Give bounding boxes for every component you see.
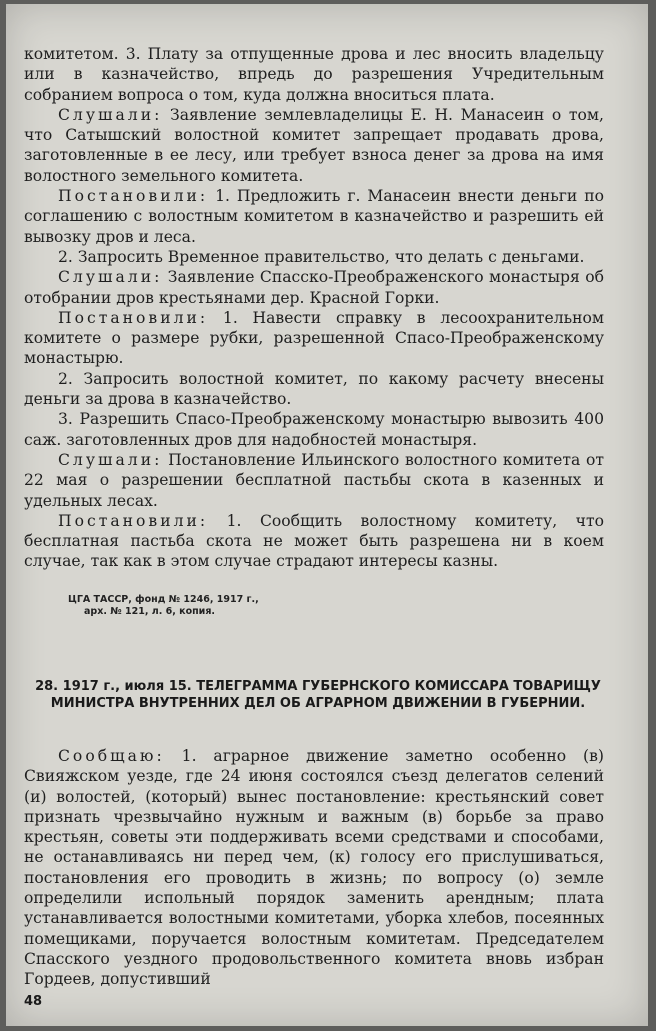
document-heading: 28. 1917 г., июля 15. ТЕЛЕГРАММА ГУБЕРНСКОГО КОМИССАРА ТОВАРИЩУ МИНИСТРА ВНУТРЕННИХ ДЕЛ ОБ АГРАРНОМ ДВИЖЕНИИ В ГУБЕРНИИ. [35,679,601,711]
paragraph-9: Слушали: Постановление Ильинского волостного комитета от 22 мая о разрешении бесплатной пастьбы скота в казенных и удельных лесах. [24,450,604,510]
page-number: 48 [24,994,43,1009]
paragraph-lead: Слушали: [58,268,163,287]
paragraph-8: 3. Разрешить Спасо-Преображенскому монастырю вывозить 400 саж. заготовленных дров для надобностей монастыря. [24,410,604,449]
paragraph-lead: Постановили: [58,308,209,327]
document-body [24,746,604,990]
paragraph-lead: Сообщаю: [58,747,165,765]
paragraph-10: Постановили: 1. Сообщить волостному комитету, что бесплатная пастьба скота не может быть разрешена ни в коем случае, так как в этом случае страдают интересы казны. [24,511,604,571]
paragraph-6: Постановили: 1. Навести справку в лесоохранительном комитете о размере рубки, разрешенной Спасо-Преображенскому монастырю. [24,308,604,368]
paragraph-5: Слушали: Заявление Спасско-Преображенского монастыря об отобрании дров крестьянами дер. Красной Горки. [24,268,604,307]
paragraph-lead: Слушали: [58,105,163,124]
paragraph-2: Слушали: Заявление землевладелицы Е. Н. Манасеин о том, что Сатышский волостной комитет запрещает продавать дрова, заготовленные в ее лесу, или требует взноса денег за дрова на имя волостного земельного комитета. [24,105,604,185]
main-text [24,44,604,572]
paragraph-4: 2. Запросить Временное правительство, что делать с деньгами. [58,247,585,266]
paragraph-1: комитетом. 3. Плату за отпущенные дрова и лес вносить владельцу или в казначейство, впредь до разрешения Учредительным собранием вопроса о том, куда должна вноситься плата. [24,45,604,104]
paragraph-3: Постановили: 1. Предложить г. Манасеин внести деньги по соглашению с волостным комитетом в казначейство и разрешить ей вывозку дров и леса. [24,187,604,246]
paragraph-lead: Слушали: [58,450,163,469]
source-line-2: арх. № 121, л. 6, копия. [84,606,216,617]
archive-source [68,594,368,618]
paragraph-7: 2. Запросить волостной комитет, по какому расчету внесены деньги за дрова в казначейство. [24,369,604,409]
paragraph-lead: Постановили: [58,187,209,206]
source-line-1: ЦГА ТАССР, фонд № 1246, 1917 г., [68,594,259,605]
book-page [6,4,648,1026]
paragraph-lead: Постановили: [58,511,209,530]
telegram-paragraph: Сообщаю: 1. аграрное движение заметно особенно (в) Свияжском уезде, где 24 июня состоялся съезд делегатов селений (и) волостей, (который) вынес постановление: крестьянский совет признать чрезвычайно нужным и важным (в) борьбе за право крестьян, советы эти поддерживать всеми средствами и способами, не останавливаясь ни перед чем, (к) голосу его прислушиваться, постановления его проводить в жизнь; по вопросу (о) земле определили испольный порядок заменить арендным; плата устанавливается волостными комитетами, уборка хлебов, посеянных помещиками, поручается волостным комитетам. Председателем Спасского уездного продовольственного комитета вновь избран Гордеев, допустивший [24,747,604,989]
